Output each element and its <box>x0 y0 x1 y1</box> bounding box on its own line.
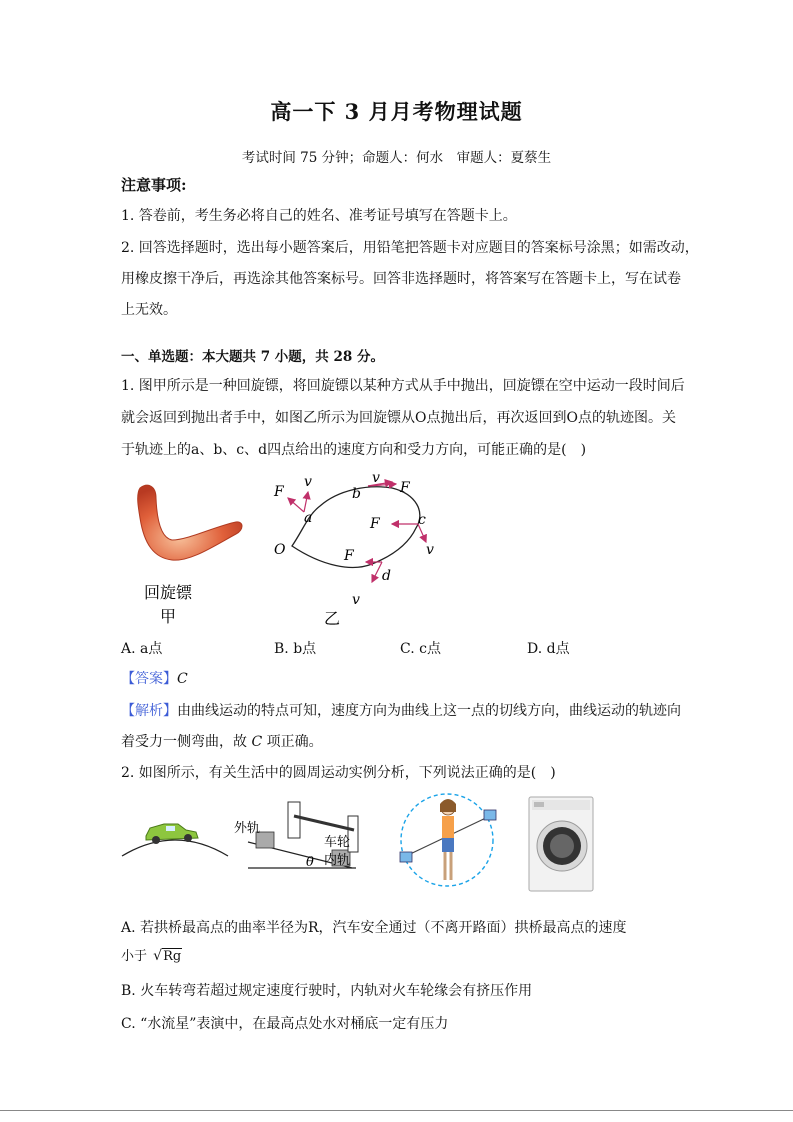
notice-item-1: 1. 答卷前，考生务必将自己的姓名、准考证号填写在答题卡上。 <box>121 208 517 224</box>
train-track-figure <box>234 798 359 874</box>
label-inner-rail: 内轨 <box>324 853 351 868</box>
q1-option-d: D. d点 <box>527 641 570 657</box>
label-outer-rail: 外轨 <box>234 821 261 836</box>
analysis-text-2: 着受力一侧弯曲，故 <box>121 734 252 750</box>
sqrt-expression <box>153 946 182 967</box>
label-v-b: v <box>372 470 380 486</box>
notice-item-2: 2. 回答选择题时，选出每小题答案后，用铅笔把答题卡对应题目的答案标号涂黑；如需改动， <box>121 240 699 256</box>
q1-stem-line-2: 就会返回到抛出者手中，如图乙所示为回旋镖从O点抛出后，再次返回到O点的轨迹图。关 <box>121 410 676 426</box>
analysis-tag: 【解析】 <box>121 703 177 719</box>
car-icon <box>146 824 198 844</box>
label-F-d: F <box>344 548 354 564</box>
label-b: b <box>352 486 361 502</box>
label-F-a: F <box>274 484 284 500</box>
label-O: O <box>274 542 286 558</box>
exam-info: 考试时间 75 分钟；命题人：何水 审题人：夏蔡生 <box>241 150 552 166</box>
option-a-text: 小于 <box>121 949 148 964</box>
bucket-left <box>400 852 412 862</box>
q1-option-a: A. a点 <box>121 641 163 657</box>
bucket-right <box>484 810 496 820</box>
answer-tag: 【答案】 <box>121 671 177 687</box>
page-bottom-rule <box>0 1110 793 1111</box>
analysis-option-c: C <box>251 734 263 750</box>
label-wheel: 车轮 <box>324 835 351 850</box>
label-F-b: F <box>400 480 410 496</box>
q2-stem: 2. 如图所示，有关生活中的圆周运动实例分析，下列说法正确的是( ) <box>121 765 556 781</box>
label-v-d: v <box>352 592 360 608</box>
q1-analysis-line-2 <box>121 732 681 752</box>
q1-stem-line-3: 于轨迹上的a、b、c、d四点给出的速度方向和受力方向，可能正确的是( ) <box>121 442 587 458</box>
figure-yi-caption: 乙 <box>324 609 341 628</box>
label-v-c: v <box>426 542 434 558</box>
analysis-text-1: 由曲线运动的特点可知，速度方向为曲线上这一点的切线方向，曲线运动的轨迹向 <box>177 703 681 719</box>
label-v-a: v <box>304 474 312 490</box>
analysis-text-3: 项正确。 <box>262 734 323 750</box>
figure-jia-caption: 甲 <box>159 607 177 626</box>
label-c: c <box>418 512 426 528</box>
boomerang-shape <box>138 485 242 560</box>
label-d: d <box>382 568 391 584</box>
notice-heading: 注意事项: <box>121 176 187 194</box>
water-meteor-figure <box>394 790 500 894</box>
notice-item-2-end: 上无效。 <box>121 302 177 318</box>
q2-option-c: C. “水流星”表演中，在最高点处水对桶底一定有压力 <box>121 1016 449 1032</box>
boomerang-figure <box>126 478 256 628</box>
notice-item-2-cont: 用橡皮擦干净后，再选涂其他答案标号。回答非选择题时，将答案写在答题卡上，写在试卷 <box>121 271 681 287</box>
q1-analysis-line-1 <box>121 701 681 721</box>
q1-option-c: C. c点 <box>400 641 441 657</box>
label-theta: θ <box>306 855 314 870</box>
arch-bridge-figure <box>120 800 230 860</box>
trajectory-figure <box>268 470 453 630</box>
q1-stem-line-1: 1. 图甲所示是一种回旋镖，将回旋镖以某种方式从手中抛出，回旋镖在空中运动一段时间后 <box>121 378 685 394</box>
page-title: 高一下 3 月月考物理试题 <box>270 99 523 124</box>
washing-machine-figure <box>528 796 594 892</box>
section-heading: 一、单选题：本大题共 7 小题，共 28 分。 <box>121 349 384 365</box>
performer-icon <box>440 799 456 880</box>
label-F-c: F <box>370 516 380 532</box>
q1-answer <box>121 669 681 689</box>
label-a: a <box>304 510 313 526</box>
sqrt-icon: √ <box>153 948 163 964</box>
boomerang-caption: 回旋镖 <box>143 583 193 602</box>
bridge-arch <box>122 840 228 856</box>
q2-option-b: B. 火车转弯若超过规定速度行驶时，内轨对火车轮缘会有挤压作用 <box>121 983 533 999</box>
answer-value: C <box>177 671 188 687</box>
q2-option-a-line-2 <box>121 946 681 967</box>
sqrt-radicand: Rg <box>163 949 182 964</box>
q1-option-b: B. b点 <box>274 641 317 657</box>
q2-option-a-line-1: A. 若拱桥最高点的曲率半径为R，汽车安全通过（不离开路面）拱桥最高点的速度 <box>121 920 627 936</box>
